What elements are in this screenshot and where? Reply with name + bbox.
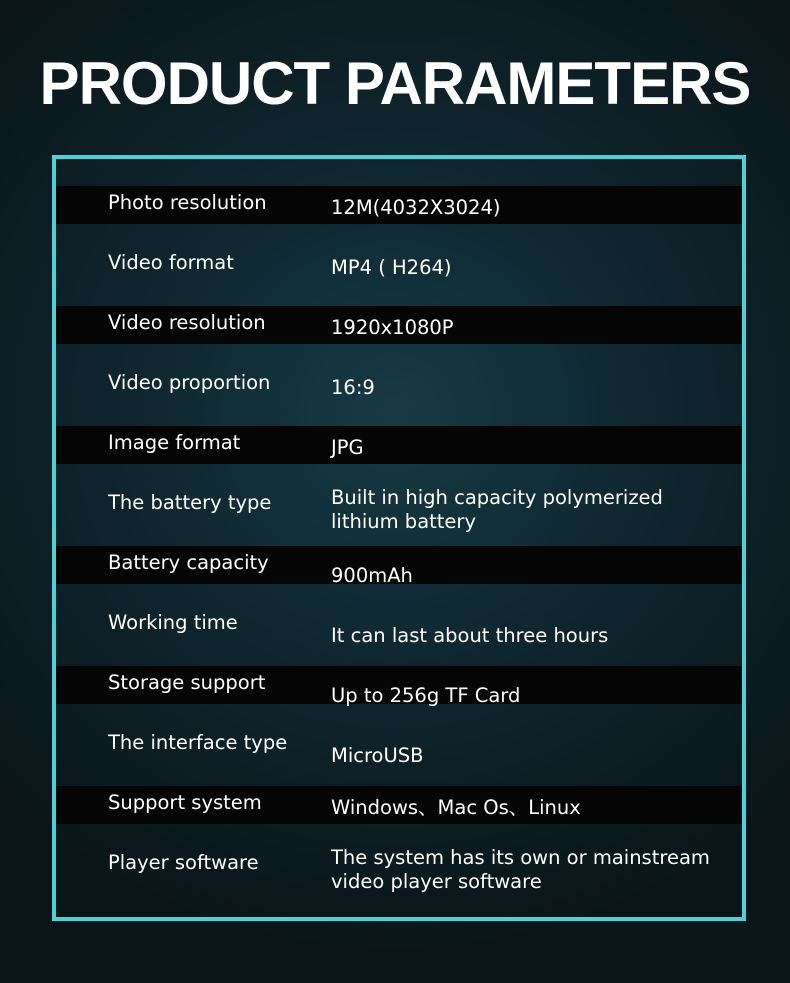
param-row-working-time (56, 606, 742, 666)
param-label: Image format (108, 431, 241, 454)
param-label: Photo resolution (108, 191, 267, 214)
param-row-battery-type (56, 486, 742, 546)
param-label: The battery type (108, 491, 272, 514)
param-row-video-resolution (56, 306, 742, 366)
parameters-table (56, 186, 742, 906)
param-row-image-format (56, 426, 742, 486)
param-label: Support system (108, 791, 262, 814)
param-row-battery-capacity (56, 546, 742, 606)
param-value: 900mAh (331, 564, 413, 587)
param-label: The interface type (108, 731, 288, 754)
param-value: MP4 ( H264) (331, 256, 452, 279)
param-row-support-system (56, 786, 742, 846)
param-row-photo-resolution (56, 186, 742, 246)
param-value: 1920x1080P (331, 316, 454, 339)
param-label: Working time (108, 611, 238, 634)
param-value: Windows、Mac Os、Linux (331, 796, 581, 819)
param-label: Video format (108, 251, 234, 274)
param-row-video-format (56, 246, 742, 306)
param-value-line-2: lithium battery (331, 510, 476, 533)
param-value (331, 486, 663, 534)
param-value: 12M(4032X3024) (331, 196, 501, 219)
param-row-video-proportion (56, 366, 742, 426)
param-row-player-software (56, 846, 742, 906)
param-row-interface-type (56, 726, 742, 786)
param-value-line-1: The system has its own or mainstream (331, 846, 710, 869)
param-value (331, 846, 710, 894)
param-label: Video proportion (108, 371, 271, 394)
param-value: It can last about three hours (331, 624, 609, 647)
param-label: Player software (108, 851, 259, 874)
param-value-line-1: Built in high capacity polymerized (331, 486, 663, 509)
param-value: JPG (331, 436, 364, 459)
param-label: Video resolution (108, 311, 266, 334)
param-value-line-2: video player software (331, 870, 542, 893)
param-label: Battery capacity (108, 551, 269, 574)
param-value: Up to 256g TF Card (331, 684, 521, 707)
page-title: PRODUCT PARAMETERS (39, 50, 751, 117)
param-label: Storage support (108, 671, 266, 694)
param-value: MicroUSB (331, 744, 424, 767)
param-row-storage-support (56, 666, 742, 726)
param-value: 16:9 (331, 376, 375, 399)
